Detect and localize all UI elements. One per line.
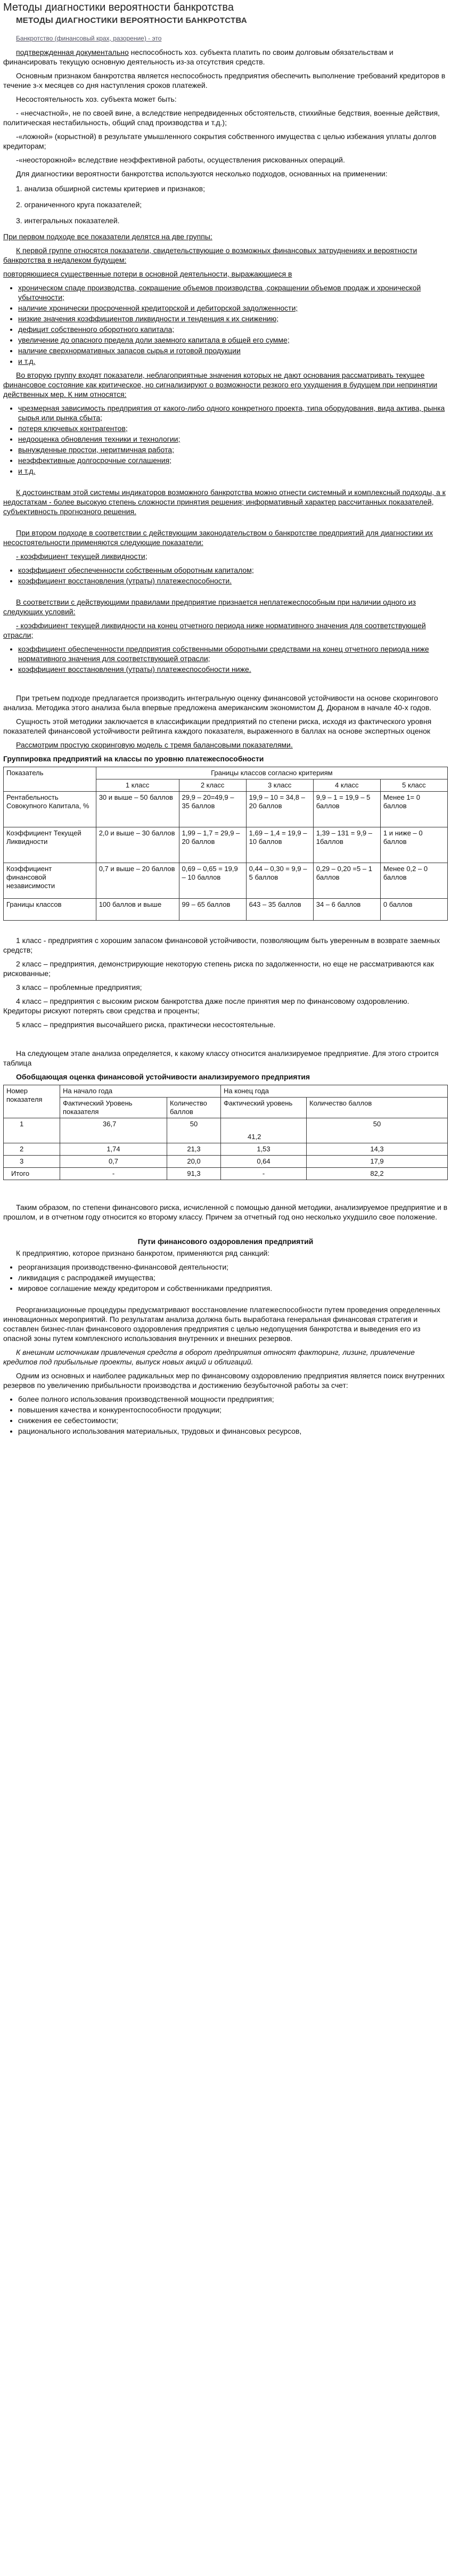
sanctions-list [3,1262,448,1293]
table-cell: 14,3 [307,1143,448,1156]
list-item: 2. ограниченного круга показателей; [16,200,142,209]
table-cell: 20,0 [167,1156,221,1168]
table-row [4,1156,448,1168]
list-item: • коэффициент восстановления (утраты) платежеспособности ниже. [18,664,448,674]
table-cell: - [60,1168,167,1180]
table-header-class: 3 класс [246,779,313,792]
list-item: • коэффициент обеспеченности собственным оборотным капиталом; [18,565,448,575]
table-row [4,1168,448,1180]
table-row [4,1143,448,1156]
table-cell: 1,74 [60,1143,167,1156]
document-page [0,1,451,1436]
table-header-indicator: Показатель [4,767,96,792]
third-approach-paragraph-3: Рассмотрим простую скоринговую модель с тремя балансовыми показателями. [16,741,293,749]
table-cell: 17,9 [307,1156,448,1168]
intro-paragraph-7: Для диагностики вероятности банкротства используются несколько подходов, основанных на применении: [16,169,388,178]
third-approach-paragraph-1: При третьем подходе предлагается производить интегральную оценку финансовой устойчивости на основе скорингового анализа. Методика этого анализа была впервые предложена американским экономистом Д. Дюраном в начале 40-х годов. [3,694,438,712]
assessment-table [3,1085,448,1180]
table-cell: 0 баллов [380,899,447,921]
list-item: • недооценка обновления техники и технологии; [18,434,448,444]
classes-table-title: Группировка предприятий на классы по уровню платежеспособности [3,754,264,763]
insolvency-conditions-lead: В соответствии с действующими правилами предприятие признается неплатежеспособным при наличии одного из следующих условий: [3,598,416,616]
list-item: 3. интегральных показателей. [16,216,120,225]
table-cell: 643 – 35 баллов [246,899,313,921]
table-row [4,827,448,863]
table-header-class: 5 класс [380,779,447,792]
table-row [4,863,448,899]
table-cell: 1,53 [221,1143,307,1156]
table-cell: 99 – 65 баллов [179,899,246,921]
table-cell: 9,9 – 1 = 19,9 – 5 баллов [313,792,380,827]
table-header-score: Количество баллов [307,1098,448,1118]
table-header-number: Номер показателя [4,1085,60,1118]
class-description: 4 класс – предприятия с высоким риском банкротства даже после принятия мер по финансовому оздоровлению. Кредиторы рискуют потерять свои средства и проценты; [3,997,409,1015]
class-description: 2 класс – предприятия, демонстрирующие некоторую степень риска по задолженности, но еще не рассматриваются как рискованные; [3,960,434,978]
table-row [4,899,448,921]
table-row [4,1118,448,1143]
list-item: • вынужденные простои, неритмичная работа; [18,445,448,454]
intro-paragraph-5: -«ложной» (корыстной) в результате умышленного сокрытия собственного имущества с целью избежания уплаты долгов кредиторам; [3,132,437,150]
list-item: • дефицит собственного оборотного капитала; [18,324,448,334]
approaches-list [3,184,448,225]
table-cell: Итого [4,1168,60,1180]
table-cell: 34 – 6 баллов [313,899,380,921]
list-item: • мировое соглашение между кредитором и собственниками предприятия. [18,1283,448,1293]
list-item: • рационального использования материальных, трудовых и финансовых ресурсов, [18,1426,448,1436]
assessment-table-title: Обобщающая оценка финансовой устойчивости анализируемого предприятия [16,1072,310,1081]
table-header-class: 1 класс [96,779,179,792]
list-item: • чрезмерная зависимость предприятия от какого-либо одного конкретного проекта, типа оборудования, вида актива, рынка сырья или рынка сбыта; [18,403,448,422]
table-cell: 2,0 и выше – 30 баллов [96,827,179,863]
second-approach-lead: При втором подходе в соответствии с действующим законодательством о банкротстве предприятий для диагностики их несостоятельности применяются следующие показатели: [3,529,433,547]
list-item: • наличие хронически просроченной кредиторской и дебиторской задолженности; [18,303,448,313]
intro-paragraph-1 [3,47,448,67]
class-description: 3 класс – проблемные предприятия; [16,983,142,992]
list-item: • наличие сверхнормативных запасов сырья и готовой продукции [18,346,448,355]
intro-paragraph-2: Основным признаком банкротства является неспособность предприятия обеспечить выполнение требований кредиторов в течение з-х месяцев со дня наступления сроков платежей. [3,71,446,90]
list-item: • коэффициент обеспеченности предприятия собственными оборотными средствами на конец отчетного периода ниже нормативного значения для соответствующей отрасли; [18,644,448,663]
list-item: • потеря ключевых контрагентов; [18,424,448,433]
list-item: 1. анализа обширной системы критериев и признаков; [16,184,205,193]
table-cell: 0,44 – 0,30 = 9,9 – 5 баллов [246,863,313,899]
current-liquidity-item: - коэффициент текущей ликвидности; [16,552,147,560]
table-cell: 0,7 [60,1156,167,1168]
list-item: • хроническом спаде производства, сокращение объемов производства ,сокращении объемов продаж и хронической убыточности; [18,283,448,302]
list-item: • реорганизация производственно-финансовой деятельности; [18,1262,448,1272]
recovery-title: Пути финансового оздоровления предприятий [137,1237,314,1246]
classes-table [3,767,448,921]
table-cell: 29,9 – 20=49,9 – 35 баллов [179,792,246,827]
recovery-paragraph-1: Реорганизационные процедуры предусматривают восстановление платежеспособности путем проведения определенных инновационных мероприятий. По результатам анализа должна быть выработана генеральная финансовая стратегия и составлен бизнес-план финансового оздоровления предприятия с целью недопущения банкротства и выведения его из опасной зоны путем комплексного использования внутренних и внешних резервов. [3,1305,440,1343]
table-cell: 0,7 и выше – 20 баллов [96,863,179,899]
table-cell: 2 [4,1143,60,1156]
second-approach-list [3,565,448,586]
list-item: • повышения качества и конкурентоспособности продукции; [18,1405,448,1415]
table-header-score: Количество баллов [167,1098,221,1118]
table-cell: Рентабельность Совокупного Капитала, % [4,792,96,827]
table-cell: 36,7 [60,1118,167,1143]
table-cell: 0,69 – 0,65 = 19,9 – 10 баллов [179,863,246,899]
intro-paragraph-3: Несостоятельность хоз. субъекта может быть: [16,95,177,103]
table-cell: 0,29 – 0,20 =5 – 1 баллов [313,863,380,899]
table-cell: 50 [307,1118,448,1143]
table-cell: 0,64 [221,1156,307,1168]
drawbacks-paragraph: К достоинствам этой системы индикаторов возможного банкротства можно отнести системный и комплексный подходы, а к недостаткам - более высокую степень сложности принятия решения; информативный характер рассчитанных показателей, субъективность прогнозного решения. [3,488,446,516]
table-cell: 1,99 – 1,7 = 29,9 –20 баллов [179,827,246,863]
list-item: • увеличение до опасного предела доли заемного капитала в общей его сумме; [18,335,448,345]
table-cell: - [221,1168,307,1180]
class-description: 5 класс – предприятия высочайшего риска, практически несостоятельные. [16,1020,276,1029]
table-cell: 30 и выше – 50 баллов [96,792,179,827]
documented-link[interactable]: подтвержденная документально [16,48,129,56]
table-cell: 82,2 [307,1168,448,1180]
table2-intro: На следующем этапе анализа определяется, к какому классу относится анализируемое предприятие. Для этого строится таблица [3,1049,439,1067]
table-cell: Границы классов [4,899,96,921]
table-cell: 21,3 [167,1143,221,1156]
intro-paragraph-4: - «несчастной», не по своей вине, а вследствие непредвиденных обстоятельств, стихийные бедствия, военные действия, политическая нестабильность, общий спад производства и т.д.); [3,109,440,127]
table-cell: 3 [4,1156,60,1168]
list-item: • снижения ее себестоимости; [18,1416,448,1425]
table-cell: 100 баллов и выше [96,899,179,921]
recovery-paragraph-3: Одним из основных и наиболее радикальных мер по финансовому оздоровлению предприятия является поиск внутренних резервов по увеличению прибыльности производства и достижению безубыточной работы за счет: [3,1371,445,1389]
page-title: Методы диагностики вероятности банкротства [3,2,234,13]
group1-list [3,283,448,366]
table-cell: 1,39 – 131 = 9,9 –1баллов [313,827,380,863]
intro-paragraph-6: -«неосторожной» вследствие неэффективной работы, осуществления рискованных операций. [16,156,345,164]
reserves-list [3,1394,448,1436]
insolvency-conditions-list [3,644,448,674]
list-item: • низкие значения коэффициентов ликвидности и тенденция к их снижению; [18,314,448,323]
class-description: 1 класс - предприятия с хорошим запасом финансовой устойчивости, позволяющим быть уверенным в возврате заемных средств; [3,936,440,954]
third-approach-paragraph-2: Сущность этой методики заключается в классификации предприятий по степени риска, исходя из фактического уровня показателей финансовой устойчивости рейтинга каждого показателя, выраженного в баллах на основе экспертных оценок [3,717,432,735]
list-item: • и т.д. [18,356,448,366]
table-cell: 1 [4,1118,60,1143]
list-item: • неэффективные долгосрочные соглашения; [18,456,448,465]
table-cell: 1,69 – 1,4 = 19,9 – 10 баллов [246,827,313,863]
table-header-fact: Фактический уровень [221,1098,307,1118]
table-header-end: На конец года [221,1085,448,1098]
list-item: • ликвидация с распродажей имущества; [18,1273,448,1282]
bankruptcy-definition-link[interactable]: Банкротство (финансовый крах, разорение) - это [16,35,162,42]
table-header-fact: Фактический Уровень показателя [60,1098,167,1118]
table-cell: 41,2 [221,1118,307,1143]
group1-lead-2: повторяющиеся существенные потери в основной деятельности, выражающиеся в [3,270,292,278]
table-cell: 91,3 [167,1168,221,1180]
group1-intro: При первом подходе все показатели делятся на две группы: [3,232,212,241]
recovery-paragraph-2: К внешним источникам привлечения средств в оборот предприятия относят факторинг, лизинг, привлечение кредитов под прибыльные проекты, выпуск новых акций и облигаций. [3,1348,415,1366]
list-item: • более полного использования производственной мощности предприятия; [18,1394,448,1404]
table-cell: 50 [167,1118,221,1143]
group1-lead: К первой группе относятся показатели, свидетельствующие о возможных финансовых затруднениях и вероятности банкротства в недалеком будущем: [3,246,417,264]
table-cell: Менее 1= 0 баллов [380,792,447,827]
list-item: • и т.д. [18,466,448,476]
table-cell: Менее 0,2 – 0 баллов [380,863,447,899]
intro-paragraph-1-text: неспособность хоз. субъекта платить по своим долговым обязательствам и финансировать текущую основную деятельность из-за отсутствия средств. [3,48,393,66]
article-heading: МЕТОДЫ ДИАГНОСТИКИ ВЕРОЯТНОСТИ БАНКРОТСТВА [16,16,248,25]
table-cell: Коэффициент финансовой независимости [4,863,96,899]
group2-lead: Во вторую группу входят показатели, неблагоприятные значения которых не дают основания рассматривать текущее финансовое состояние как критическое, но сигнализируют о возможности резкого его ухудшения в будущем при непринятии действенных мер. К ним относятся: [3,371,438,399]
table-cell: 1 и ниже – 0 баллов [380,827,447,863]
table-header-start: На начало года [60,1085,221,1098]
table-cell: Коэффициент Текущей Ликвидности [4,827,96,863]
group2-list [3,403,448,476]
list-item: • коэффициент восстановления (утраты) платежеспособности. [18,576,448,586]
insolvency-condition-1: - коэффициент текущей ликвидности на конец отчетного периода ниже нормативного значения для соответствующей отрасли; [3,621,426,639]
table-header-class: 4 класс [313,779,380,792]
conclusion-paragraph: Таким образом, по степени финансового риска, исчисленной с помощью данной методики, анализируемое предприятие и в прошлом, и в отчетном году относится ко второму классу. Причем за отчетный год оно несколько ухудшило свое положение. [3,1203,448,1221]
table-cell: 19,9 – 10 = 34,8 – 20 баллов [246,792,313,827]
table-header-class: 2 класс [179,779,246,792]
table-row [4,792,448,827]
table-header-group: Границы классов согласно критериям [96,767,447,779]
recovery-lead: К предприятию, которое признано банкротом, применяются ряд санкций: [16,1249,270,1257]
